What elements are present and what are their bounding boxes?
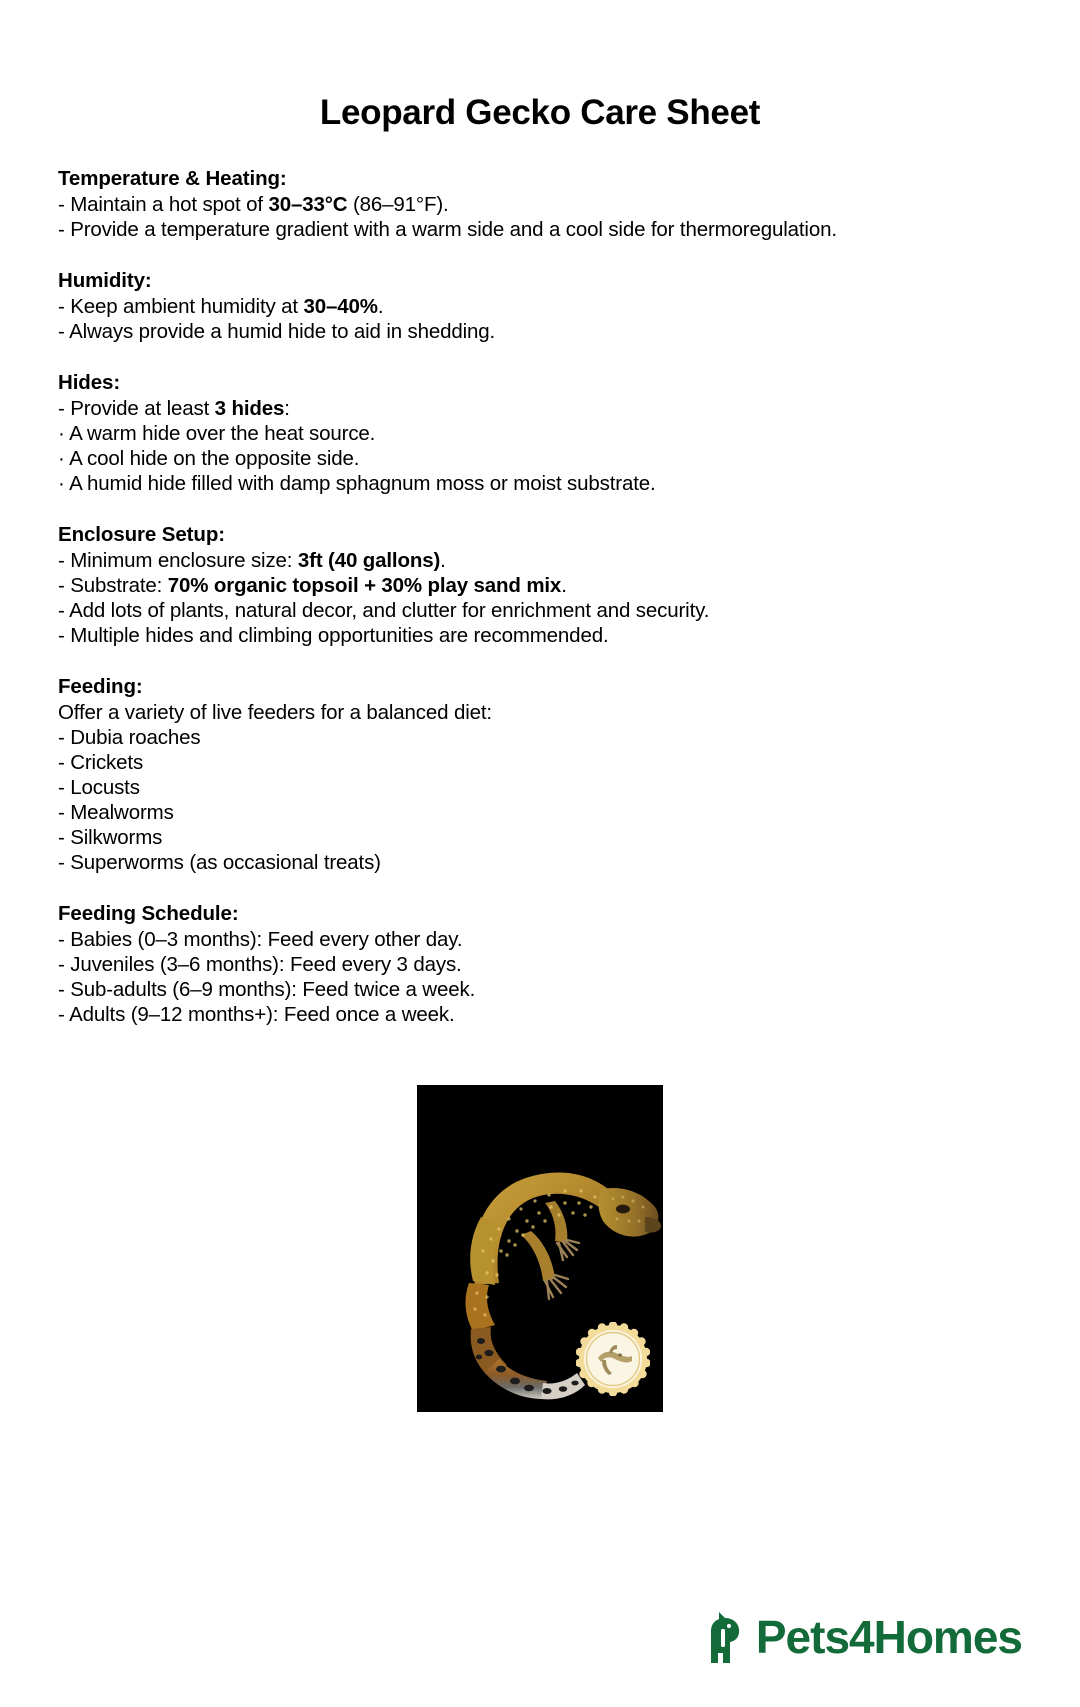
section-enclosure-setup	[58, 522, 1022, 648]
section-temperature-heating	[58, 166, 1022, 242]
page-title: Leopard Gecko Care Sheet	[319, 93, 761, 132]
schedule-line: - Adults (9–12 months+): Feed once a week.	[58, 1003, 455, 1026]
site-footer-brand	[702, 1609, 1022, 1665]
section-line: - Substrate: 70% organic topsoil + 30% play sand mix.	[58, 574, 567, 597]
section-line: · A warm hide over the heat source.	[58, 422, 376, 445]
photo-container	[0, 1085, 1080, 1412]
section-heading: Humidity:	[58, 269, 152, 292]
feeder-list-item: - Crickets	[58, 751, 144, 774]
section-line: Offer a variety of live feeders for a balanced diet:	[58, 701, 492, 724]
care-sheet-content	[0, 166, 1080, 1027]
section-line: - Provide at least 3 hides:	[58, 397, 290, 420]
section-feeding-schedule	[58, 901, 1022, 1027]
schedule-line: - Sub-adults (6–9 months): Feed twice a week.	[58, 978, 476, 1001]
section-line: - Maintain a hot spot of 30–33°C (86–91°F).	[58, 193, 449, 216]
feeder-list-item: - Silkworms	[58, 826, 163, 849]
section-heading: Feeding:	[58, 675, 143, 698]
feeder-list-item: - Superworms (as occasional treats)	[58, 851, 381, 874]
section-line: - Multiple hides and climbing opportunities are recommended.	[58, 624, 609, 647]
section-line: - Minimum enclosure size: 3ft (40 gallons).	[58, 549, 446, 572]
section-line: - Always provide a humid hide to aid in shedding.	[58, 320, 496, 343]
feeder-list-item: - Locusts	[58, 776, 140, 799]
section-heading: Enclosure Setup:	[58, 523, 225, 546]
feeder-list-item: - Dubia roaches	[58, 726, 201, 749]
section-line: - Keep ambient humidity at 30–40%.	[58, 295, 384, 318]
section-line: · A humid hide filled with damp sphagnum moss or moist substrate.	[58, 472, 656, 495]
section-feeding	[58, 674, 1022, 875]
rosette-badge	[576, 1322, 650, 1396]
section-line: - Provide a temperature gradient with a warm side and a cool side for thermoregulation.	[58, 218, 837, 241]
gecko-photo	[417, 1085, 663, 1412]
section-heading: Hides:	[58, 371, 121, 394]
pets4homes-dog-icon	[702, 1609, 746, 1665]
section-line: · A cool hide on the opposite side.	[58, 447, 360, 470]
feeder-list-item: - Mealworms	[58, 801, 174, 824]
section-line: - Add lots of plants, natural decor, and clutter for enrichment and security.	[58, 599, 710, 622]
section-heading: Temperature & Heating:	[58, 167, 287, 190]
brand-name: Pets4Homes	[755, 1611, 1022, 1663]
section-heading: Feeding Schedule:	[58, 902, 239, 925]
schedule-line: - Juveniles (3–6 months): Feed every 3 days.	[58, 953, 462, 976]
section-hides	[58, 370, 1022, 496]
schedule-line: - Babies (0–3 months): Feed every other day.	[58, 928, 463, 951]
section-humidity	[58, 268, 1022, 344]
